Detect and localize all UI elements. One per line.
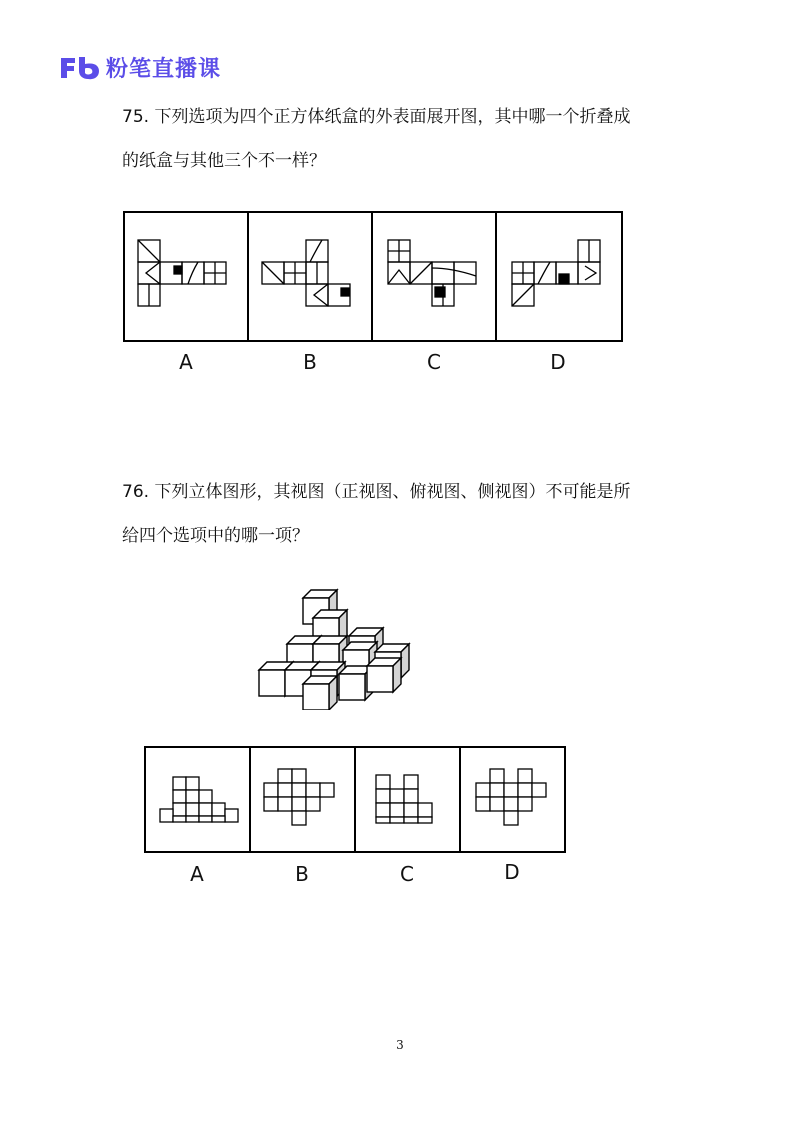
net-b (262, 240, 350, 306)
question-75-text (122, 95, 702, 183)
question-76-line-2: 给四个选项中的哪一项？ (122, 526, 309, 546)
net-a (138, 240, 226, 306)
question-76-options-figure (143, 745, 567, 855)
brand-name: 粉笔直播课 (106, 57, 222, 82)
net-d (512, 240, 600, 306)
q75-option-a-label[interactable]: A (179, 350, 193, 374)
brand-logo (58, 52, 221, 83)
view-b (264, 769, 334, 825)
question-75-line-2: 的纸盒与其他三个不一样？ (122, 151, 326, 171)
q75-option-d-label[interactable]: D (550, 350, 566, 374)
q76-option-c-label[interactable]: C (400, 862, 414, 886)
question-75-figure (122, 210, 624, 344)
question-76-line-1: 76. 下列立体图形，其视图（正视图、俯视图、侧视图）不可能是所 (122, 482, 631, 502)
q76-option-a-label[interactable]: A (190, 862, 204, 886)
cube-stack-figure (255, 588, 415, 710)
view-d (476, 769, 546, 825)
view-c (376, 775, 432, 823)
fb-logo-icon (58, 55, 100, 81)
net-c (388, 240, 476, 306)
view-a (160, 777, 238, 822)
question-76-text (122, 470, 702, 558)
page-number: 3 (396, 1038, 404, 1052)
q75-option-b-label[interactable]: B (303, 350, 317, 374)
q76-option-d-label[interactable]: D (504, 860, 520, 884)
q75-option-c-label[interactable]: C (427, 350, 441, 374)
q76-option-b-label[interactable]: B (295, 862, 309, 886)
question-75-line-1: 75. 下列选项为四个正方体纸盒的外表面展开图，其中哪一个折叠成 (122, 107, 631, 127)
